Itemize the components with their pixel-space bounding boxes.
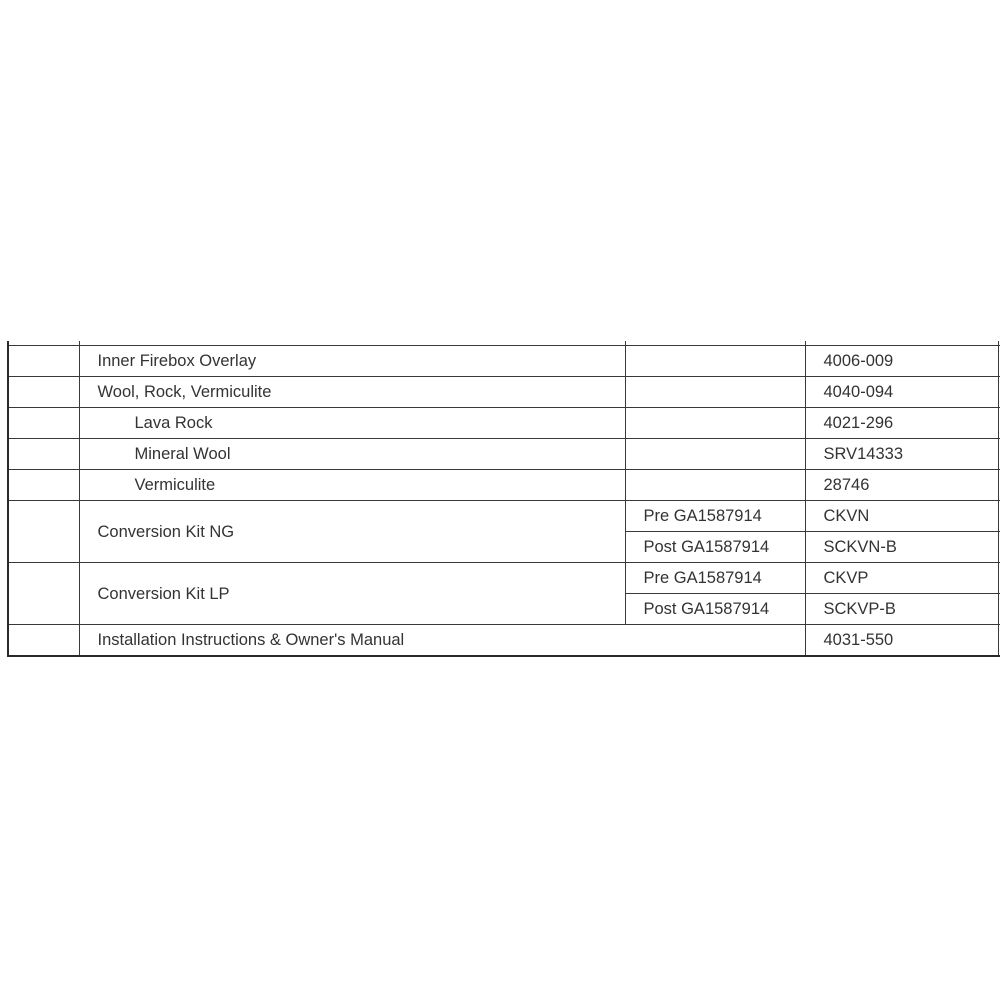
item-number-cell (8, 439, 79, 470)
description-cell: Wool, Rock, Vermiculite (79, 377, 625, 408)
variant-cell (625, 377, 805, 408)
table-row (8, 377, 1000, 408)
item-number-cell (8, 408, 79, 439)
part-number-cell: SRV14333 (805, 439, 998, 470)
table-row (8, 408, 1000, 439)
table-row (8, 625, 1000, 657)
variant-cell: Post GA1587914 (625, 532, 805, 563)
item-number-cell (8, 377, 79, 408)
variant-cell (625, 408, 805, 439)
variant-cell: Post GA1587914 (625, 594, 805, 625)
description-cell: Lava Rock (79, 408, 625, 439)
part-number-cell: 4006-009 (805, 346, 998, 377)
item-number-cell (8, 501, 79, 563)
description-cell: Vermiculite (79, 470, 625, 501)
variant-cell (625, 439, 805, 470)
item-number-cell (8, 563, 79, 625)
part-number-cell: CKVP (805, 563, 998, 594)
item-number-cell (8, 625, 79, 657)
description-cell: Conversion Kit LP (79, 563, 625, 625)
variant-cell (625, 346, 805, 377)
variant-cell: Pre GA1587914 (625, 563, 805, 594)
table-row (8, 346, 1000, 377)
part-number-cell: 4040-094 (805, 377, 998, 408)
part-number-cell: 28746 (805, 470, 998, 501)
item-number-cell (8, 346, 79, 377)
variant-cell: Pre GA1587914 (625, 501, 805, 532)
part-number-cell: 4021-296 (805, 408, 998, 439)
table-row (8, 439, 1000, 470)
part-number-cell: CKVN (805, 501, 998, 532)
parts-table (7, 341, 1000, 657)
table-row (8, 501, 1000, 532)
description-cell: Installation Instructions & Owner's Manual (79, 625, 805, 657)
part-number-cell: SCKVP-B (805, 594, 998, 625)
table-row (8, 470, 1000, 501)
description-cell: Mineral Wool (79, 439, 625, 470)
description-cell: Conversion Kit NG (79, 501, 625, 563)
table-row (8, 563, 1000, 594)
item-number-cell (8, 470, 79, 501)
part-number-cell: SCKVN-B (805, 532, 998, 563)
part-number-cell: 4031-550 (805, 625, 998, 657)
variant-cell (625, 470, 805, 501)
description-cell: Inner Firebox Overlay (79, 346, 625, 377)
